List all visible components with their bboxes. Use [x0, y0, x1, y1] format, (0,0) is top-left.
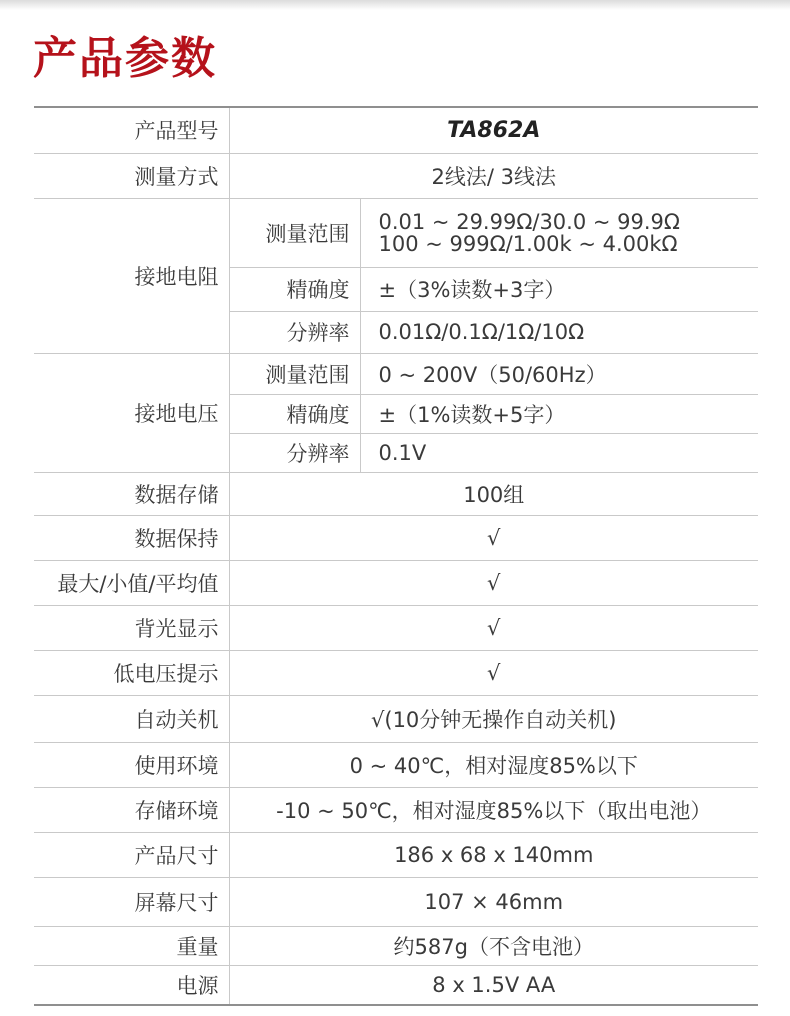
range-line-2: 100 ~ 999Ω/1.00k ~ 4.00kΩ — [378, 231, 678, 256]
row-label: 使用环境 — [34, 742, 229, 787]
row-label: 自动关机 — [34, 695, 229, 742]
check-value: √ — [229, 650, 758, 695]
table-row — [34, 877, 758, 926]
sub-label: 精确度 — [229, 394, 360, 433]
sub-label: 分辨率 — [229, 311, 360, 353]
table-row — [34, 832, 758, 877]
table-row — [34, 605, 758, 650]
row-label: 存储环境 — [34, 787, 229, 832]
table-row — [34, 153, 758, 198]
table-row — [34, 560, 758, 605]
group-label-voltage: 接地电压 — [34, 353, 229, 472]
row-label: 数据存储 — [34, 472, 229, 515]
row-label: 产品尺寸 — [34, 832, 229, 877]
sub-value — [360, 198, 758, 267]
row-label: 产品型号 — [34, 107, 229, 153]
spec-table — [34, 106, 758, 1006]
table-row — [34, 650, 758, 695]
range-line-1: 0.01 ~ 29.99Ω/30.0 ~ 99.9Ω — [378, 209, 680, 234]
row-label: 重量 — [34, 926, 229, 965]
sub-value: ±（1%读数+5字） — [360, 394, 758, 433]
row-value: 约587g（不含电池） — [229, 926, 758, 965]
row-value: √(10分钟无操作自动关机) — [229, 695, 758, 742]
page-title: 产品参数 — [33, 33, 217, 84]
sub-label: 测量范围 — [229, 198, 360, 267]
table-row — [34, 926, 758, 965]
sub-value: 0.1V — [360, 433, 758, 472]
row-label: 最大/小值/平均值 — [34, 560, 229, 605]
check-value: √ — [229, 515, 758, 560]
row-value: 0 ~ 40℃，相对湿度85%以下 — [229, 742, 758, 787]
row-value: 100组 — [229, 472, 758, 515]
row-value: 107 × 46mm — [229, 877, 758, 926]
table-row — [34, 198, 758, 267]
row-value: 186 x 68 x 140mm — [229, 832, 758, 877]
group-label-resistance: 接地电阻 — [34, 198, 229, 353]
sub-value: 0 ~ 200V（50/60Hz） — [360, 353, 758, 394]
table-row — [34, 742, 758, 787]
top-shadow — [0, 0, 790, 10]
table-row — [34, 787, 758, 832]
row-label: 背光显示 — [34, 605, 229, 650]
sub-label: 精确度 — [229, 267, 360, 311]
table-row — [34, 515, 758, 560]
table-row — [34, 353, 758, 394]
row-value: -10 ~ 50℃，相对湿度85%以下（取出电池） — [229, 787, 758, 832]
row-label: 测量方式 — [34, 153, 229, 198]
sub-value: ±（3%读数+3字） — [360, 267, 758, 311]
row-label: 屏幕尺寸 — [34, 877, 229, 926]
table-row — [34, 107, 758, 153]
row-value: 2线法/ 3线法 — [229, 153, 758, 198]
sub-value: 0.01Ω/0.1Ω/1Ω/10Ω — [360, 311, 758, 353]
row-label: 电源 — [34, 965, 229, 1005]
table-row — [34, 965, 758, 1005]
check-value: √ — [229, 605, 758, 650]
check-value: √ — [229, 560, 758, 605]
sub-label: 分辨率 — [229, 433, 360, 472]
row-label: 数据保持 — [34, 515, 229, 560]
table-row — [34, 695, 758, 742]
sub-label: 测量范围 — [229, 353, 360, 394]
row-label: 低电压提示 — [34, 650, 229, 695]
table-row — [34, 472, 758, 515]
row-value: 8 x 1.5V AA — [229, 965, 758, 1005]
model-value: TA862A — [229, 107, 758, 153]
